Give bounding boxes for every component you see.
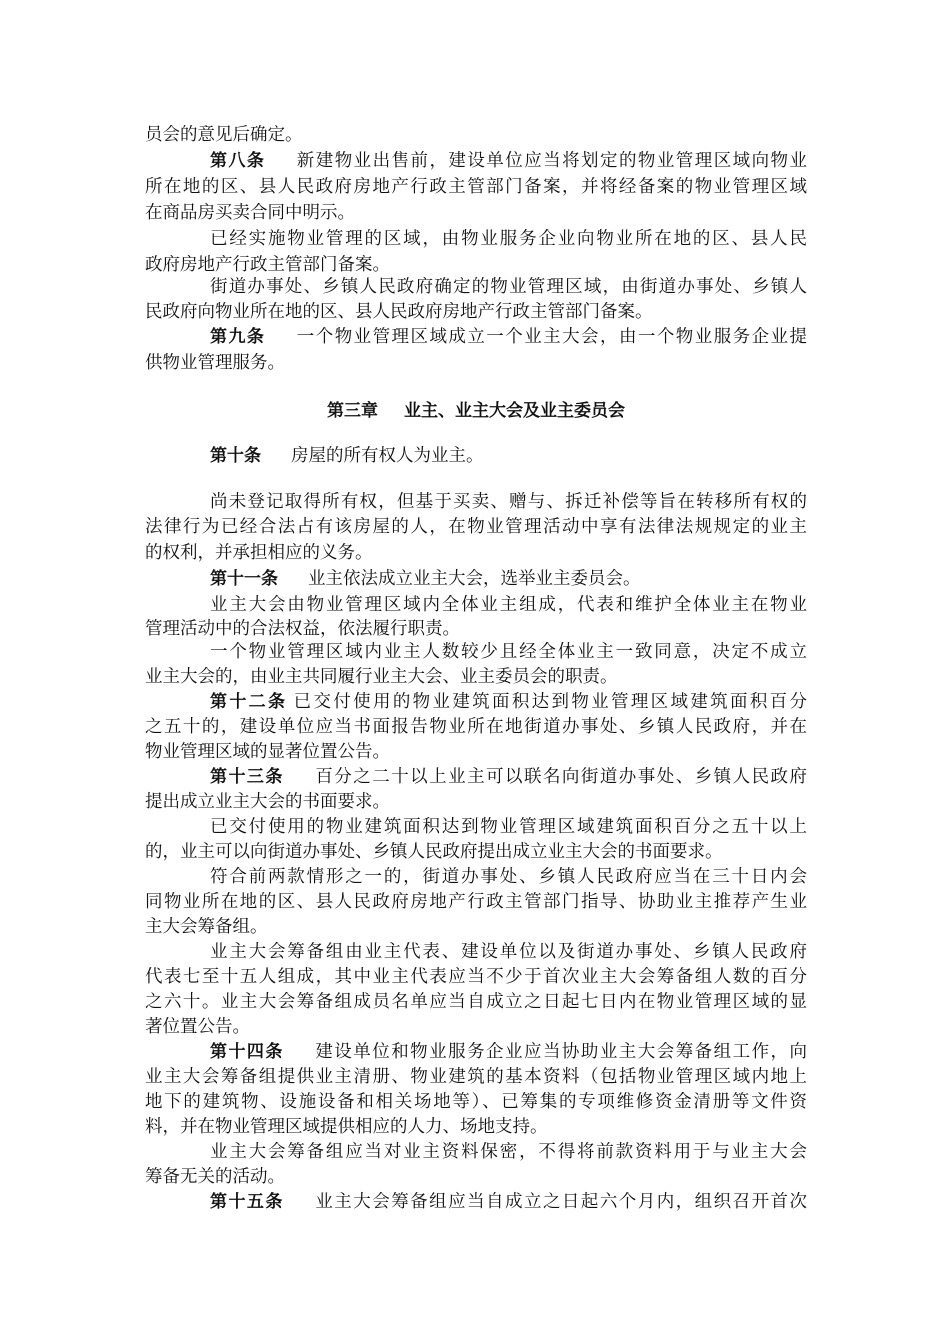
text-line: 业主大会的，由业主共同履行业主大会、业主委员会的职责。	[145, 667, 618, 687]
text-line: 符合前两款情形之一的，街道办事处、乡镇人民政府应当在三十日内会	[210, 867, 807, 887]
article-14-label: 第十四条	[210, 1042, 284, 1062]
text-line: 民政府向物业所在地的区、县人民政府房地产行政主管部门备案。	[145, 302, 653, 322]
chapter-heading	[145, 399, 807, 423]
text-line: 代表七至十五人组成，其中业主代表应当不少于首次业主大会筹备组人数的百分	[145, 967, 807, 987]
article-14-line	[210, 1040, 807, 1064]
article-8-label: 第八条	[210, 151, 266, 171]
article-9-line	[210, 325, 807, 349]
text-line: 著位置公告。	[145, 1017, 250, 1037]
text-line: 之五十的，建设单位应当书面报告物业所在地街道办事处、乡镇人民政府，并在	[145, 717, 807, 737]
article-text: 建设单位和物业服务企业应当协助业主大会筹备组工作，向	[313, 1042, 808, 1062]
text-line: 的权利，并承担相应的义务。	[145, 543, 373, 563]
text-line: 筹备无关的活动。	[145, 1167, 285, 1187]
text-line: 已交付使用的物业建筑面积达到物业管理区域建筑面积百分之五十以上	[210, 817, 807, 837]
article-11-line	[210, 567, 807, 591]
text-line: 物业管理区域的显著位置公告。	[145, 742, 390, 762]
text-line: 之六十。业主大会筹备组成员名单应当自成立之日起七日内在物业管理区域的显	[145, 992, 807, 1012]
text-line: 街道办事处、乡镇人民政府确定的物业管理区域，由街道办事处、乡镇人	[210, 277, 807, 297]
text-line: 政府房地产行政主管部门备案。	[145, 255, 390, 275]
text-line: 尚未登记取得所有权，但基于买卖、赠与、拆迁补偿等旨在转移所有权的	[210, 492, 807, 512]
text-line: 料，并在物业管理区域提供相应的人力、场地支持。	[145, 1117, 548, 1137]
article-15-line	[210, 1190, 807, 1214]
text-line: 已经实施物业管理的区域，由物业服务企业向物业所在地的区、县人民	[210, 229, 807, 249]
text-line: 所在地的区、县人民政府房地产行政主管部门备案，并将经备案的物业管理区域	[145, 177, 807, 197]
text-line: 法律行为已经合法占有该房屋的人，在物业管理活动中享有法律法规规定的业主	[145, 517, 807, 537]
text-line: 同物业所在地的区、县人民政府房地产行政主管部门指导、协助业主推荐产生业	[145, 892, 807, 912]
article-13-line	[210, 765, 807, 789]
text-line: 供物业管理服务。	[145, 353, 285, 373]
text-line: 主大会筹备组。	[145, 917, 268, 937]
text-line: 提出成立业主大会的书面要求。	[145, 792, 390, 812]
article-10-line	[210, 444, 807, 468]
text-line: 一个物业管理区域内业主人数较少且经全体业主一致同意，决定不成立	[210, 642, 807, 662]
text-line: 业主大会筹备组应当对业主资料保密，不得将前款资料用于与业主大会	[210, 1142, 807, 1162]
article-text: 新建物业出售前，建设单位应当将划定的物业管理区域向物业	[295, 151, 808, 171]
article-text: 一个物业管理区域成立一个业主大会，由一个物业服务企业提	[295, 327, 808, 347]
article-9-label: 第九条	[210, 327, 266, 347]
text-line: 员会的意见后确定。	[145, 125, 303, 145]
text-line: 地下的建筑物、设施设备和相关场地等）、已筹集的专项维修资金清册等文件资	[145, 1092, 807, 1112]
article-13-label: 第十三条	[210, 767, 284, 787]
text-line: 的，业主可以向街道办事处、乡镇人民政府提出成立业主大会的书面要求。	[145, 842, 723, 862]
text-line: 业主大会筹备组提供业主清册、物业建筑的基本资料（包括物业管理区域内地上	[145, 1067, 807, 1087]
article-8-line	[210, 149, 807, 173]
article-text: 百分之二十以上业主可以联名向街道办事处、乡镇人民政府	[313, 767, 808, 787]
text-line: 管理活动中的合法权益，依法履行职责。	[145, 619, 460, 639]
article-text: 业主大会筹备组应当自成立之日起六个月内，组织召开首次	[313, 1192, 808, 1212]
chapter-title: 业主、业主大会及业主委员会	[404, 401, 625, 421]
article-15-label: 第十五条	[210, 1192, 284, 1212]
article-text: 业主依法成立业主大会，选举业主委员会。	[308, 569, 641, 589]
text-line: 业主大会筹备组由业主代表、建设单位以及街道办事处、乡镇人民政府	[210, 942, 807, 962]
article-12-label: 第十二条	[210, 692, 288, 712]
article-10-label: 第十条	[210, 446, 261, 466]
chapter-number: 第三章	[327, 401, 378, 421]
article-text: 房屋的所有权人为业主。	[291, 446, 484, 466]
article-11-label: 第十一条	[210, 569, 278, 589]
text-line: 业主大会由物业管理区域内全体业主组成，代表和维护全体业主在物业	[210, 595, 807, 615]
text-line: 在商品房买卖合同中明示。	[145, 203, 355, 223]
article-text: 已交付使用的物业建筑面积达到物业管理区域建筑面积百分	[291, 692, 808, 712]
article-12-line	[210, 690, 807, 714]
